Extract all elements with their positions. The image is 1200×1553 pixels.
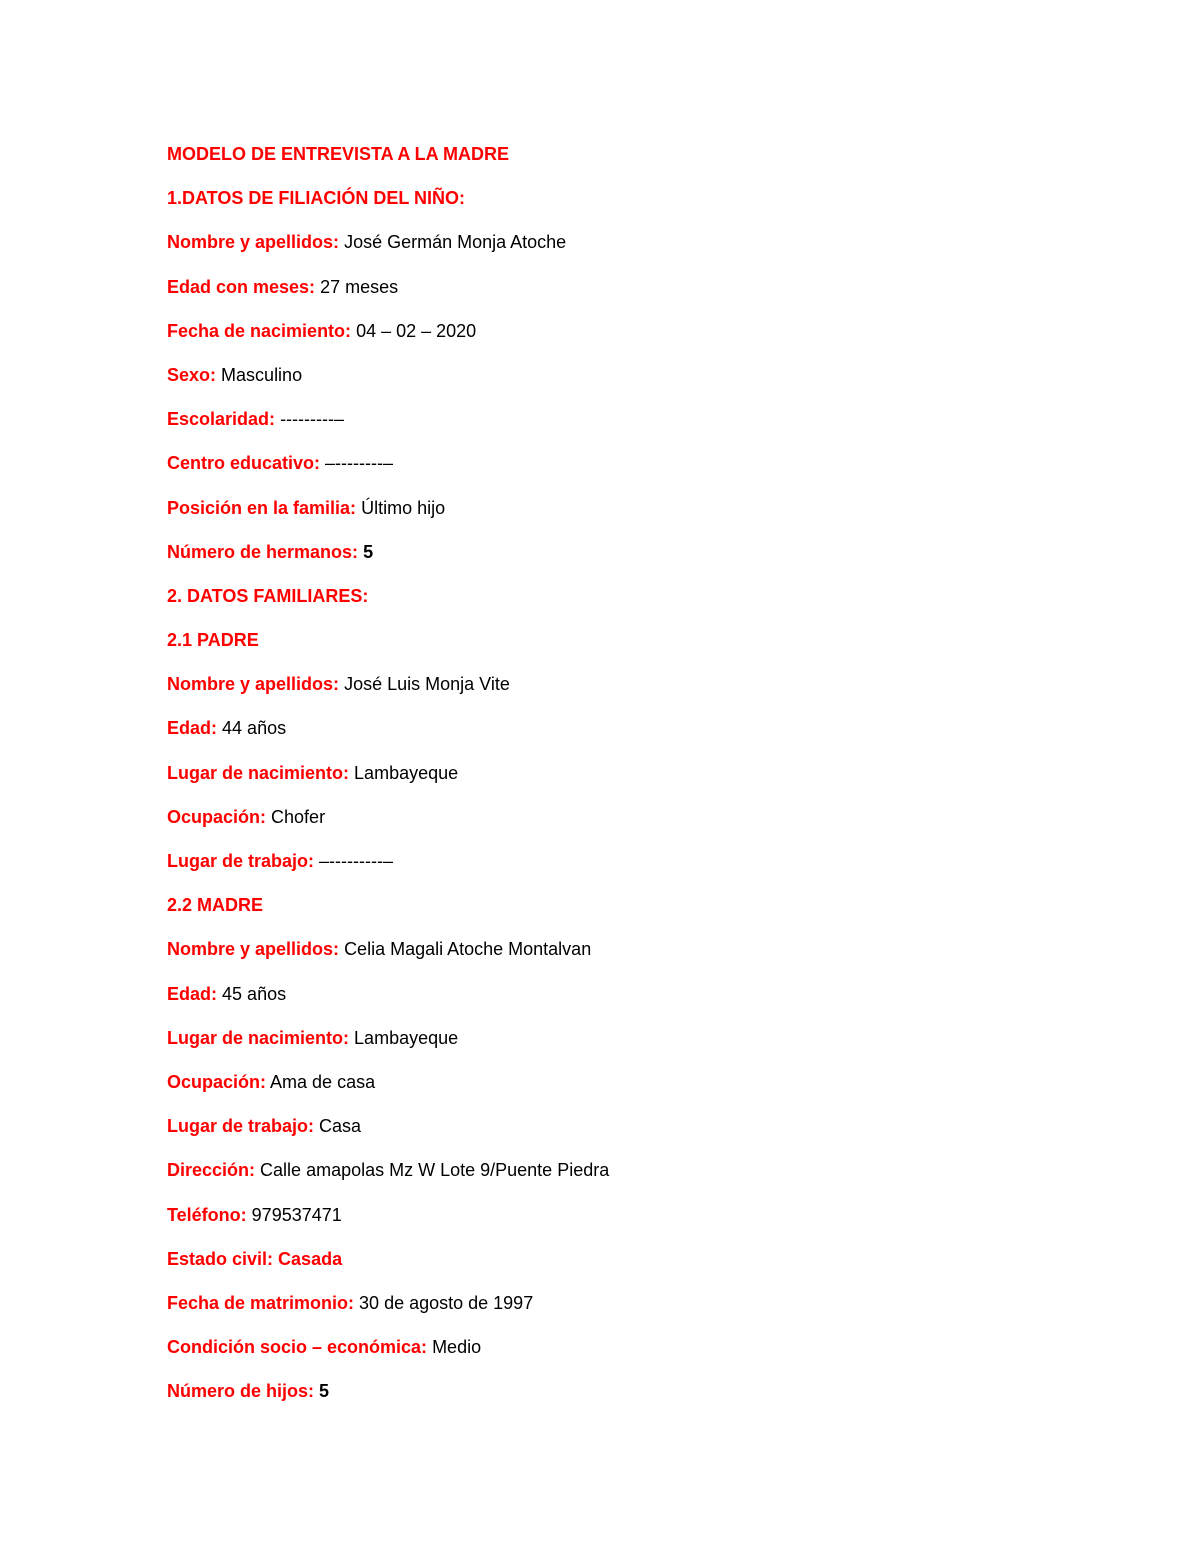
field-value: 44 años bbox=[222, 718, 287, 739]
field-madre-nombre bbox=[167, 935, 1067, 979]
field-madre-lugar-nacimiento bbox=[167, 1024, 1067, 1068]
field-value: Lambayeque bbox=[354, 1027, 459, 1048]
field-madre-condicion-socioeconomica bbox=[167, 1333, 1067, 1377]
field-label: Fecha de matrimonio: bbox=[167, 1292, 355, 1313]
field-label: Edad: bbox=[167, 718, 218, 739]
field-label: Centro educativo: bbox=[167, 453, 321, 474]
field-value: Casada bbox=[278, 1248, 343, 1269]
field-label: Edad: bbox=[167, 983, 218, 1004]
field-nombre-nino bbox=[167, 228, 1067, 272]
field-label: Posición en la familia: bbox=[167, 497, 357, 518]
section-heading-filiacion: 1.DATOS DE FILIACIÓN DEL NIÑO: bbox=[167, 188, 466, 209]
document-content bbox=[167, 140, 1067, 1421]
field-label: Lugar de trabajo: bbox=[167, 851, 315, 871]
field-label: Escolaridad: bbox=[167, 409, 276, 430]
section-heading-familiares: 2. DATOS FAMILIARES: bbox=[167, 585, 369, 606]
field-value: 5 bbox=[363, 541, 374, 562]
field-label: Ocupación: bbox=[167, 806, 267, 827]
field-madre-numero-hijos bbox=[167, 1377, 1067, 1421]
field-value: –--------– bbox=[325, 453, 394, 474]
field-label: Fecha de nacimiento: bbox=[167, 320, 352, 341]
field-padre-nombre bbox=[167, 670, 1067, 714]
field-madre-telefono bbox=[167, 1201, 1067, 1245]
field-label: Ocupación: bbox=[167, 1071, 267, 1092]
field-label: Sexo: bbox=[167, 364, 217, 385]
field-label: Lugar de nacimiento: bbox=[167, 1027, 350, 1048]
field-label: Condición socio – económica: bbox=[167, 1337, 428, 1358]
field-padre-ocupacion bbox=[167, 803, 1067, 847]
field-value: –---------– bbox=[319, 851, 393, 871]
field-label: Dirección: bbox=[167, 1160, 256, 1181]
field-fecha-nacimiento bbox=[167, 317, 1067, 361]
field-value: 04 – 02 – 2020 bbox=[356, 320, 477, 341]
field-madre-ocupacion bbox=[167, 1068, 1067, 1112]
field-padre-edad bbox=[167, 714, 1067, 758]
field-label: Estado civil: bbox=[167, 1248, 274, 1269]
field-value: Lambayeque bbox=[354, 762, 459, 783]
field-madre-edad bbox=[167, 980, 1067, 1024]
field-value: 5 bbox=[319, 1381, 330, 1402]
subsection-heading-madre: 2.2 MADRE bbox=[167, 895, 264, 916]
document-title: MODELO DE ENTREVISTA A LA MADRE bbox=[167, 144, 509, 164]
field-value: Chofer bbox=[271, 806, 326, 827]
field-value: 27 meses bbox=[320, 276, 399, 297]
field-value: Casa bbox=[319, 1116, 362, 1137]
field-value: 979537471 bbox=[251, 1204, 342, 1225]
field-value: Medio bbox=[432, 1337, 482, 1358]
field-value: ---------– bbox=[280, 409, 345, 430]
field-value: Calle amapolas Mz W Lote 9/Puente Piedra bbox=[260, 1160, 610, 1181]
subsection-heading-padre: 2.1 PADRE bbox=[167, 630, 259, 651]
field-value: Masculino bbox=[221, 364, 303, 385]
field-label: Edad con meses: bbox=[167, 276, 316, 297]
field-centro-educativo bbox=[167, 449, 1067, 493]
field-madre-lugar-trabajo bbox=[167, 1112, 1067, 1156]
field-label: Lugar de nacimiento: bbox=[167, 762, 350, 783]
field-label: Número de hermanos: bbox=[167, 541, 359, 562]
field-escolaridad bbox=[167, 405, 1067, 449]
field-madre-direccion bbox=[167, 1156, 1067, 1200]
field-value: Último hijo bbox=[361, 497, 446, 518]
field-label: Nombre y apellidos: bbox=[167, 232, 340, 253]
field-madre-fecha-matrimonio bbox=[167, 1289, 1067, 1333]
field-madre-estado-civil bbox=[167, 1245, 1067, 1289]
field-value: José Germán Monja Atoche bbox=[344, 232, 567, 253]
field-value: 30 de agosto de 1997 bbox=[359, 1292, 534, 1313]
field-value: Celia Magali Atoche Montalvan bbox=[344, 939, 592, 960]
field-padre-lugar-nacimiento bbox=[167, 759, 1067, 803]
field-edad-meses bbox=[167, 273, 1067, 317]
field-label: Nombre y apellidos: bbox=[167, 939, 340, 960]
field-sexo bbox=[167, 361, 1067, 405]
field-numero-hermanos bbox=[167, 538, 1067, 582]
field-value: José Luis Monja Vite bbox=[344, 674, 510, 695]
field-label: Número de hijos: bbox=[167, 1381, 315, 1402]
field-value: Ama de casa bbox=[270, 1071, 376, 1092]
field-label: Lugar de trabajo: bbox=[167, 1116, 315, 1137]
field-padre-lugar-trabajo bbox=[167, 847, 1067, 891]
field-posicion-familia bbox=[167, 494, 1067, 538]
field-value: 45 años bbox=[222, 983, 287, 1004]
field-label: Teléfono: bbox=[167, 1204, 247, 1225]
field-label: Nombre y apellidos: bbox=[167, 674, 340, 695]
